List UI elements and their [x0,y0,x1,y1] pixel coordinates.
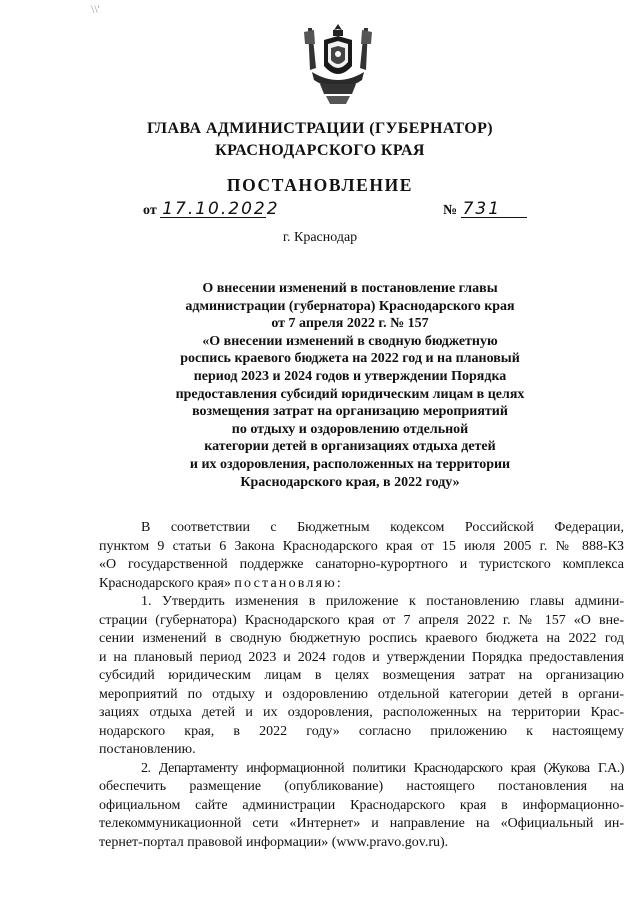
body-line: нодарского края, в 2022 году» согласно приложению к настоящему [99,723,624,739]
date-row [143,199,280,219]
body-line: страции (губернатора) Краснодарского края от 7 апреля 2022 г. № 157 «О вне- [99,612,624,628]
number-value: 731 [461,201,527,218]
body-line: сении изменений в сводную бюджетную роспись краевого бюджета на 2022 год [99,631,624,646]
body-line: В соответствии с Бюджетным кодексом Российской Федерации, [141,520,624,535]
title-line: роспись краевого бюджета на 2022 год и на плановый [180,351,520,367]
body-line: зациях отдыха детей и их оздоровления, расположенных на территории Крас- [99,705,624,720]
margin-mark: \\' [91,2,100,16]
body-line: пунктом 9 статьи 6 Закона Краснодарского края от 15 июля 2005 г. № 888-КЗ [99,538,624,554]
title-line: администрации (губернатора) Краснодарского края [185,298,515,314]
body-line: «О государственной поддержке санаторно-курортного и туристского комплекса [99,557,624,572]
title-line: и их оздоровления, расположенных на территории [189,456,511,472]
body-line: официальном сайте администрации Краснодарского края в информационно- [99,797,624,813]
body-line: телекоммуникационной сети «Интернет» и направление на «Официальный ин- [99,816,624,831]
title-line: от 7 апреля 2022 г. № 157 [271,316,429,332]
body-line: и на плановый период 2023 и 2024 годов и утверждении Порядка предоставления [99,649,624,665]
body-line: субсидий юридическим лицам в целях возмещения затрат на организацию [99,668,624,683]
body-line: тернет-портал правовой информации» (www.pravo.gov.ru). [99,834,449,850]
date-label: от [143,203,157,218]
body-line: 2. Департаменту информационной политики Краснодарского края (Жукова Г.А.) [141,760,624,776]
title-line: Краснодарского края, в 2022 году» [240,474,460,490]
body-line: мероприятий по отдыху и оздоровлению отдельной категории детей в органи- [99,686,624,702]
number-row [443,201,527,219]
title-line: О внесении изменений в постановление главы [202,281,498,296]
resolves-word: постановляю: [234,575,344,591]
number-label: № [443,203,458,218]
title-line: возмещения затрат на организацию мероприятий [192,404,508,420]
document-title [170,280,530,491]
org-name-line-1: ГЛАВА АДМИНИСТРАЦИИ (ГУБЕРНАТОР) [147,120,493,137]
coat-of-arms-emblem [300,18,376,108]
body-line: 1. Утвердить изменения в приложение к постановлению главы админи- [141,594,624,609]
place-of-issue: г. Краснодар [282,230,358,245]
title-line: предоставления субсидий юридическим лицам в целях [175,386,525,402]
document-type: ПОСТАНОВЛЕНИЕ [226,175,414,195]
title-line: категории детей в организациях отдыха детей [204,439,496,455]
document-body [99,519,624,852]
org-name-line-2: КРАСНОДАРСКОГО КРАЯ [215,142,425,159]
title-line: период 2023 и 2024 годов и утверждении Порядка [193,368,507,384]
date-value: 17.10.2022 [162,199,280,219]
intro-last: Краснодарского края» [99,575,231,591]
body-line-resolution [99,575,624,594]
title-line: «О внесении изменений в сводную бюджетную [202,333,498,349]
title-line: по отдыху и оздоровлению отдельной [231,421,469,437]
body-line: обеспечить размещение (опубликование) настоящего постановления на [99,779,624,794]
body-line: постановлению. [99,742,196,757]
